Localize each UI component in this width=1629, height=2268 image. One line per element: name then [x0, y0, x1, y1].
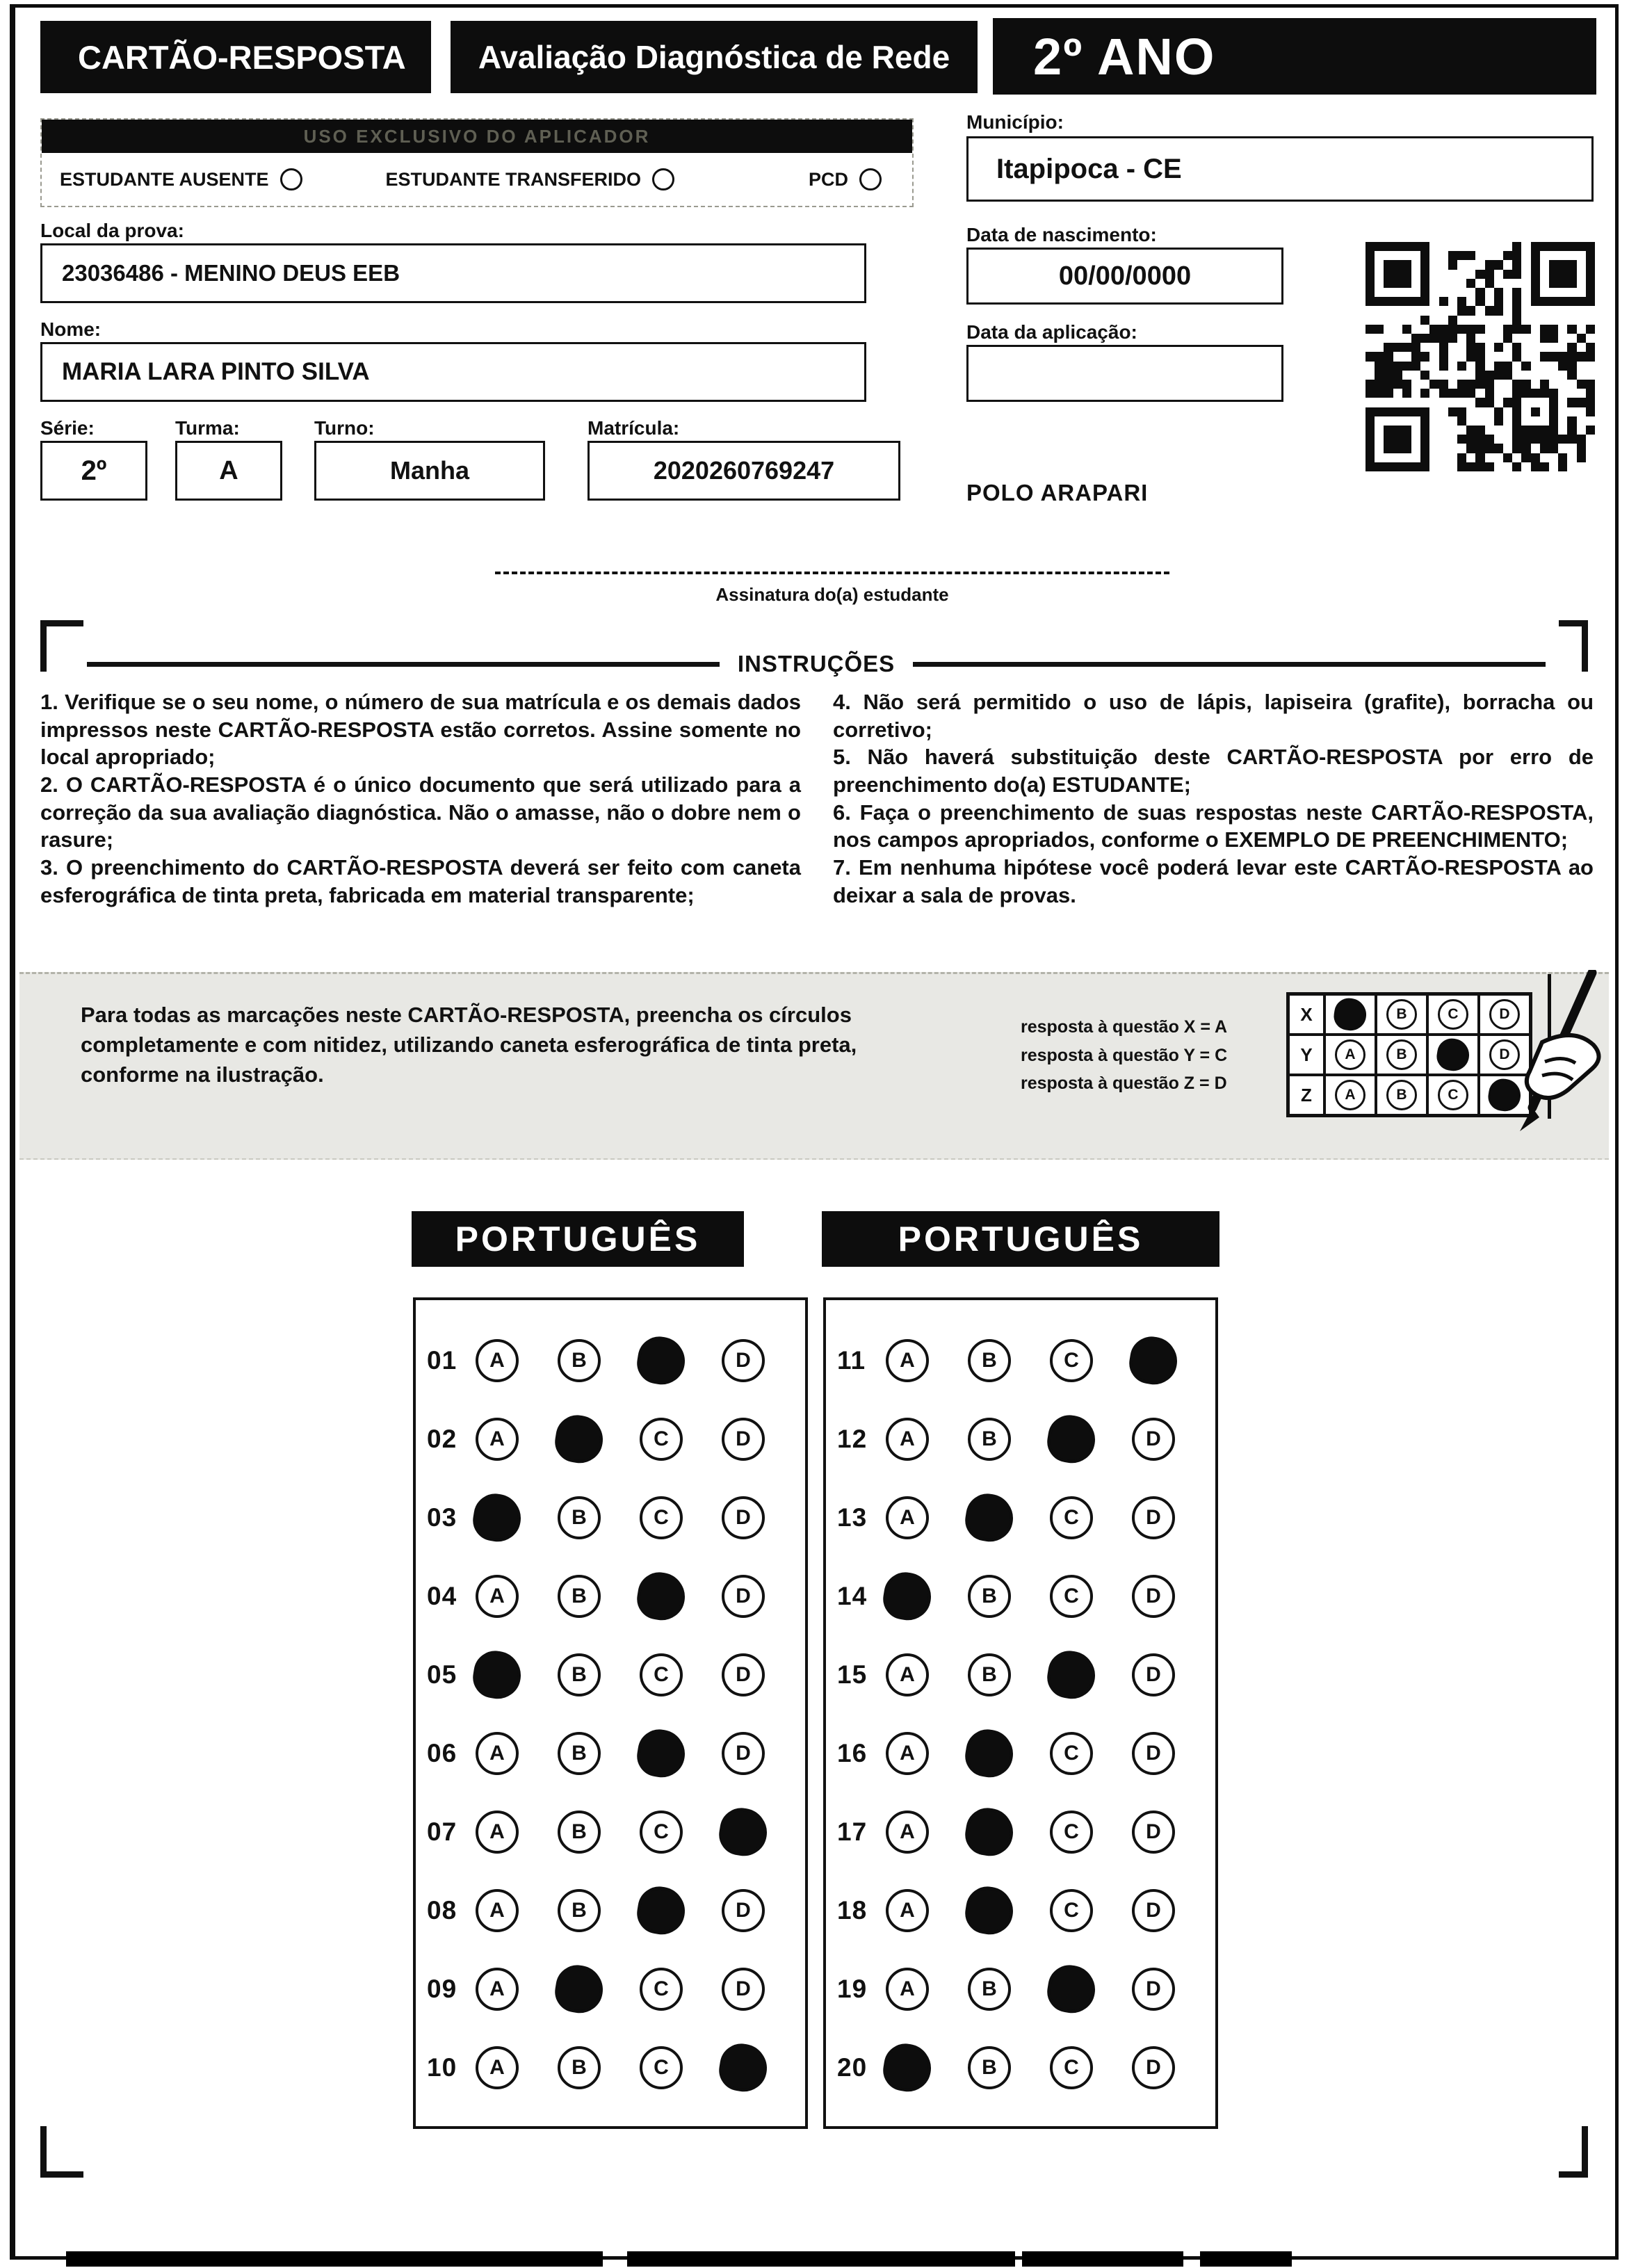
answer-bubble-c[interactable] [634, 1726, 688, 1780]
bubble-letter: C [654, 1977, 669, 2000]
bubble-letter: A [489, 1348, 505, 1372]
bubble-letter: C [1064, 1584, 1079, 1607]
answer-bubble-d[interactable] [722, 1889, 765, 1932]
example-cell [1376, 1035, 1427, 1075]
bubble-letter: B [982, 1348, 997, 1372]
question-number: 01 [427, 1345, 457, 1375]
bubble-letter: C [1064, 1820, 1079, 1843]
bubble-letter: A [900, 1505, 915, 1529]
subject-header-portugues-left: PORTUGUÊS [412, 1211, 744, 1267]
bubble-letter: D [1146, 1505, 1161, 1529]
answer-bubble-c[interactable] [640, 1811, 683, 1854]
answer-bubble-b[interactable] [968, 2046, 1011, 2089]
answer-bubble-b[interactable] [968, 1418, 1011, 1461]
answer-bubble-a[interactable] [476, 1339, 519, 1382]
bubble-letter: A [489, 1427, 505, 1450]
bubble-letter: C [654, 2055, 669, 2079]
example-row-label: Y [1288, 1035, 1324, 1075]
example-cell [1376, 1075, 1427, 1115]
answer-bubble-d[interactable] [722, 1496, 765, 1539]
question-number: 10 [427, 2052, 457, 2082]
answer-block-right [823, 1297, 1218, 2129]
bubble-letter: D [736, 1427, 751, 1450]
bubble-letter: D [736, 1348, 751, 1372]
answer-bubble-a[interactable] [1335, 1080, 1365, 1110]
qr-code [1363, 239, 1598, 474]
question-number: 12 [837, 1424, 868, 1453]
instructions-left [40, 688, 801, 909]
answer-bubble-a[interactable] [886, 1968, 929, 2011]
question-number: 20 [837, 2052, 868, 2082]
hand-pen-illustration [1473, 970, 1612, 1144]
bubble-letter: A [900, 1662, 915, 1686]
answer-bubble-a[interactable] [886, 1339, 929, 1382]
question-number: 09 [427, 1974, 457, 2003]
data-nascimento-value: 00/00/0000 [966, 248, 1283, 305]
question-number: 17 [837, 1817, 868, 1846]
question-number: 15 [837, 1660, 868, 1689]
answer-bubble-a[interactable] [470, 1647, 524, 1701]
answer-bubble-d[interactable] [1132, 1496, 1175, 1539]
instructions-right [833, 688, 1594, 909]
bubble-letter: C [1448, 1087, 1459, 1103]
crop-corner-bottom-right [1559, 2126, 1588, 2178]
question-row [416, 1635, 805, 1714]
estudante-transferido-circle[interactable] [652, 168, 674, 191]
question-number: 19 [837, 1974, 868, 2003]
bubble-letter: C [1064, 1505, 1079, 1529]
answer-bubble-c[interactable] [1050, 1732, 1093, 1775]
estudante-ausente-circle[interactable] [280, 168, 302, 191]
bubble-letter: B [982, 1662, 997, 1686]
answer-bubble-d[interactable] [722, 1575, 765, 1618]
answer-bubble-d[interactable] [1132, 1575, 1175, 1618]
answer-bubble-c[interactable] [640, 1653, 683, 1696]
aplicador-section [40, 118, 914, 207]
answer-bubble-a[interactable] [476, 2046, 519, 2089]
example-cell [1427, 1075, 1479, 1115]
example-cell [1376, 994, 1427, 1035]
answer-bubble-b[interactable] [962, 1726, 1016, 1780]
bubble-letter: D [1499, 1046, 1510, 1062]
question-number: 06 [427, 1738, 457, 1767]
turno-value: Manha [314, 441, 545, 501]
answer-bubble-a[interactable] [470, 1490, 524, 1544]
crop-corner-bottom-left [40, 2126, 83, 2178]
bubble-letter: D [736, 1898, 751, 1922]
answer-bubble-c[interactable] [640, 1496, 683, 1539]
answer-bubble-d[interactable] [1132, 1653, 1175, 1696]
answer-bubble-b[interactable] [558, 1732, 601, 1775]
bubble-letter: A [489, 1820, 505, 1843]
bubble-letter: D [736, 1741, 751, 1765]
question-number: 02 [427, 1424, 457, 1453]
question-number: 03 [427, 1502, 457, 1532]
answer-bubble-d[interactable] [722, 1732, 765, 1775]
bubble-letter: D [1146, 2055, 1161, 2079]
municipio-label: Município: [966, 111, 1064, 133]
example-cell [1324, 1075, 1376, 1115]
scan-artifact [1200, 2251, 1292, 2267]
aplicador-bar-label: USO EXCLUSIVO DO APLICADOR [303, 125, 651, 147]
bubble-letter: A [489, 2055, 505, 2079]
example-answer-line: resposta à questão Z = D [1021, 1074, 1227, 1093]
crop-corner-top-left [40, 620, 83, 672]
answer-bubble-d[interactable] [1132, 1889, 1175, 1932]
example-cell [1324, 994, 1376, 1035]
answer-bubble-a[interactable] [886, 1811, 929, 1854]
scan-artifact [627, 2251, 1015, 2267]
answer-bubble-a[interactable] [886, 1653, 929, 1696]
serie-label: Série: [40, 417, 95, 439]
question-row [416, 2028, 805, 2107]
polo-label: POLO ARAPARI [966, 480, 1149, 505]
answer-bubble-c[interactable] [1050, 1889, 1093, 1932]
answer-bubble-a[interactable] [476, 1418, 519, 1461]
bubble-letter: A [1345, 1046, 1356, 1062]
example-row-label: Z [1288, 1075, 1324, 1115]
answer-bubble-a[interactable] [886, 1889, 929, 1932]
example-cell [1427, 1035, 1479, 1075]
bubble-letter: A [900, 1898, 915, 1922]
answer-bubble-d[interactable] [722, 1968, 765, 2011]
question-row [826, 1871, 1215, 1950]
answer-bubble-c[interactable] [1044, 1411, 1099, 1466]
answer-bubble-b[interactable] [1386, 1080, 1417, 1110]
instruction-item: 4. Não será permitido o uso de lápis, lapiseira (grafite), borracha ou corretivo; [833, 690, 1594, 742]
answer-bubble-c[interactable] [640, 1418, 683, 1461]
question-row [826, 1714, 1215, 1792]
bubble-letter: B [1396, 1087, 1407, 1103]
answer-bubble-b[interactable] [558, 1889, 601, 1932]
example-answer-line: resposta à questão X = A [1021, 1017, 1228, 1037]
bubble-letter: C [1064, 1898, 1079, 1922]
question-number: 13 [837, 1502, 868, 1532]
answer-bubble-b[interactable] [968, 1653, 1011, 1696]
bubble-letter: A [900, 1820, 915, 1843]
question-number: 16 [837, 1738, 868, 1767]
answer-bubble-d[interactable] [722, 1339, 765, 1382]
bubble-letter: B [572, 1584, 587, 1607]
answer-bubble-d[interactable] [1132, 1732, 1175, 1775]
answer-bubble-b[interactable] [962, 1804, 1016, 1858]
bubble-letter: B [982, 1584, 997, 1607]
instruction-item: 3. O preenchimento do CARTÃO-RESPOSTA deverá ser feito com caneta esferográfica de tinta preta, fabricada em material transparente; [40, 855, 801, 907]
bubble-letter: D [1146, 1977, 1161, 2000]
question-number: 08 [427, 1895, 457, 1925]
bubble-letter: D [1499, 1006, 1510, 1022]
bubble-letter: C [1064, 2055, 1079, 2079]
instructions-columns [40, 688, 1594, 909]
example-cell [1427, 994, 1479, 1035]
instruction-item: 6. Faça o preenchimento de suas respostas neste CARTÃO-RESPOSTA, nos campos apropriados, conforme o EXEMPLO DE PREENCHIMENTO; [833, 800, 1594, 852]
bubble-letter: A [900, 1427, 915, 1450]
answer-bubble-d[interactable] [716, 2040, 770, 2094]
answer-bubble-d[interactable] [716, 1804, 770, 1858]
answer-bubble-a[interactable] [886, 1418, 929, 1461]
bubble-letter: A [900, 1741, 915, 1765]
bubble-letter: D [736, 1584, 751, 1607]
turno-label: Turno: [314, 417, 375, 439]
example-answer-key [1021, 1013, 1227, 1098]
question-row [826, 1400, 1215, 1478]
estudante-transferido-label: ESTUDANTE TRANSFERIDO [385, 168, 642, 190]
bubble-letter: D [736, 1505, 751, 1529]
estudante-ausente-option [60, 168, 302, 191]
answer-bubble-b[interactable] [968, 1575, 1011, 1618]
turma-label: Turma: [175, 417, 240, 439]
bubble-letter: B [572, 2055, 587, 2079]
bubble-letter: D [1146, 1584, 1161, 1607]
pcd-circle[interactable] [859, 168, 882, 191]
bubble-letter: A [489, 1741, 505, 1765]
local-prova-label: Local da prova: [40, 220, 184, 241]
bubble-letter: C [1448, 1006, 1459, 1022]
answer-bubble-b[interactable] [962, 1883, 1016, 1937]
question-row [416, 1871, 805, 1950]
question-row [826, 1950, 1215, 2028]
bubble-letter: C [654, 1820, 669, 1843]
answer-bubble-a[interactable] [476, 1889, 519, 1932]
bubble-letter: B [572, 1505, 587, 1529]
bubble-letter: B [1396, 1006, 1407, 1022]
rule-right [913, 662, 1546, 667]
bubble-letter: D [1146, 1820, 1161, 1843]
answer-bubble-c[interactable] [640, 1968, 683, 2011]
answer-bubble-c[interactable] [640, 2046, 683, 2089]
bubble-letter: D [736, 1977, 751, 2000]
matricula-value: 2020260769247 [587, 441, 900, 501]
instruction-item: 7. Em nenhuma hipótese você poderá levar este CARTÃO-RESPOSTA ao deixar a sala de provas. [833, 855, 1594, 907]
answer-bubble-a[interactable] [880, 1569, 934, 1623]
bubble-letter: C [654, 1427, 669, 1450]
answer-bubble-c[interactable] [1050, 1496, 1093, 1539]
answer-bubble-b[interactable] [558, 1496, 601, 1539]
answer-bubble-b[interactable] [968, 1339, 1011, 1382]
answer-bubble-c[interactable] [1050, 1339, 1093, 1382]
bubble-letter: A [489, 1584, 505, 1607]
instruction-item: 5. Não haverá substituição deste CARTÃO-RESPOSTA por erro de preenchimento do(a) ESTUDANTE; [833, 745, 1594, 797]
bubble-letter: A [900, 1348, 915, 1372]
answer-bubble-b[interactable] [558, 1811, 601, 1854]
bubble-letter: A [900, 1977, 915, 2000]
answer-bubble-b[interactable] [558, 1575, 601, 1618]
example-band [19, 972, 1609, 1160]
answer-bubble-b[interactable] [962, 1490, 1016, 1544]
answer-bubble-a[interactable] [880, 2040, 934, 2094]
answer-bubble-a[interactable] [1335, 1039, 1365, 1070]
question-number: 05 [427, 1660, 457, 1689]
answer-bubble-c[interactable] [634, 1883, 688, 1937]
answer-bubble-b[interactable] [1386, 1039, 1417, 1070]
estudante-transferido-option [386, 168, 675, 191]
answer-bubble-c[interactable] [1438, 999, 1468, 1030]
example-cell [1324, 1035, 1376, 1075]
answer-bubble-b[interactable] [1386, 999, 1417, 1030]
bubble-letter: C [1064, 1348, 1079, 1372]
instructions-title: INSTRUÇÕES [737, 651, 895, 677]
question-row [826, 1792, 1215, 1871]
answer-bubble-d[interactable] [722, 1653, 765, 1696]
bubble-letter: A [489, 1977, 505, 2000]
answer-bubble-b[interactable] [552, 1961, 606, 2016]
bubble-letter: C [654, 1505, 669, 1529]
answer-bubble-c[interactable] [634, 1333, 688, 1387]
bubble-letter: D [1146, 1662, 1161, 1686]
answer-bubble-c[interactable] [634, 1569, 688, 1623]
bubble-letter: D [1146, 1898, 1161, 1922]
scan-artifact [66, 2251, 603, 2267]
question-row [416, 1714, 805, 1792]
answer-bubble-a[interactable] [476, 1968, 519, 2011]
bubble-letter: A [1345, 1087, 1356, 1103]
nome-label: Nome: [40, 318, 102, 340]
matricula-label: Matrícula: [587, 417, 680, 439]
answer-bubble-a[interactable] [476, 1575, 519, 1618]
answer-block-left [413, 1297, 808, 2129]
question-number: 11 [837, 1345, 866, 1375]
bubble-letter: B [572, 1348, 587, 1372]
answer-bubble-c[interactable] [1050, 2046, 1093, 2089]
answer-bubble-c[interactable] [1438, 1080, 1468, 1110]
question-number: 07 [427, 1817, 457, 1846]
bubble-letter: B [572, 1898, 587, 1922]
data-aplicacao-label: Data da aplicação: [966, 321, 1137, 343]
subject-header-portugues-right: PORTUGUÊS [822, 1211, 1219, 1267]
question-row [826, 2028, 1215, 2107]
answer-bubble-d[interactable] [1126, 1333, 1181, 1387]
assessment-title: Avaliação Diagnóstica de Rede [451, 21, 978, 93]
aplicador-bar [42, 120, 912, 153]
instructions-header [87, 651, 1546, 677]
bubble-letter: A [489, 1898, 505, 1922]
nome-value: MARIA LARA PINTO SILVA [40, 342, 866, 402]
bubble-letter: B [982, 1977, 997, 2000]
instruction-item: 1. Verifique se o seu nome, o número de sua matrícula e os demais dados impressos neste CARTÃO-RESPOSTA estão corretos. Assine somente no local apropriado; [40, 690, 801, 770]
signature-label: Assinatura do(a) estudante [715, 584, 949, 605]
grade-label: 2º ANO [993, 18, 1596, 95]
data-aplicacao-value[interactable] [966, 345, 1283, 402]
serie-value: 2º [40, 441, 147, 501]
question-row [416, 1400, 805, 1478]
answer-bubble-c[interactable] [1044, 1647, 1099, 1701]
answer-bubble-b[interactable] [558, 1339, 601, 1382]
answer-bubble-a[interactable] [476, 1732, 519, 1775]
example-text: Para todas as marcações neste CARTÃO-RESPOSTA, preencha os círculos completamente e com nitidez, utilizando caneta esferográfica de tinta preta, conforme na ilustração. [81, 1003, 857, 1087]
bubble-letter: B [1396, 1046, 1407, 1062]
question-row [826, 1557, 1215, 1635]
answer-bubble-c[interactable] [1435, 1037, 1472, 1074]
answer-bubble-c[interactable] [1044, 1961, 1099, 2016]
question-row [416, 1321, 805, 1400]
pcd-label: PCD [808, 168, 848, 190]
bubble-letter: B [572, 1741, 587, 1765]
answer-bubble-d[interactable] [1132, 1968, 1175, 2011]
question-row [826, 1321, 1215, 1400]
pcd-option [809, 168, 882, 191]
bubble-letter: B [982, 1427, 997, 1450]
question-number: 18 [837, 1895, 868, 1925]
answer-bubble-b[interactable] [558, 1653, 601, 1696]
bubble-letter: B [572, 1662, 587, 1686]
answer-bubble-b[interactable] [968, 1968, 1011, 2011]
question-row [826, 1478, 1215, 1557]
bubble-letter: C [1064, 1741, 1079, 1765]
bubble-letter: B [982, 2055, 997, 2079]
answer-bubble-a[interactable] [1332, 996, 1369, 1033]
scan-artifact [1022, 2251, 1183, 2267]
page-title: CARTÃO-RESPOSTA [40, 21, 431, 93]
bubble-letter: D [1146, 1427, 1161, 1450]
example-answer-line: resposta à questão Y = C [1021, 1045, 1228, 1065]
bubble-letter: C [654, 1662, 669, 1686]
municipio-value: Itapipoca - CE [966, 136, 1594, 202]
bubble-letter: B [572, 1820, 587, 1843]
answer-bubble-b[interactable] [558, 2046, 601, 2089]
answer-bubble-d[interactable] [1132, 2046, 1175, 2089]
aplicador-checkbox-row [42, 153, 912, 206]
example-row-label: X [1288, 994, 1324, 1035]
answer-bubble-a[interactable] [886, 1732, 929, 1775]
bubble-letter: D [736, 1662, 751, 1686]
answer-bubble-d[interactable] [1132, 1418, 1175, 1461]
local-prova-value: 23036486 - MENINO DEUS EEB [40, 243, 866, 303]
data-nascimento-label: Data de nascimento: [966, 224, 1157, 245]
answer-bubble-a[interactable] [476, 1811, 519, 1854]
answer-bubble-a[interactable] [886, 1496, 929, 1539]
estudante-ausente-label: ESTUDANTE AUSENTE [60, 168, 269, 190]
question-row [416, 1792, 805, 1871]
crop-corner-top-right [1559, 620, 1588, 672]
answer-bubble-c[interactable] [1050, 1575, 1093, 1618]
question-row [416, 1950, 805, 2028]
answer-bubble-c[interactable] [1050, 1811, 1093, 1854]
question-row [416, 1478, 805, 1557]
answer-bubble-b[interactable] [552, 1411, 606, 1466]
question-number: 04 [427, 1581, 457, 1610]
question-number: 14 [837, 1581, 868, 1610]
bubble-letter: D [1146, 1741, 1161, 1765]
instruction-item: 2. O CARTÃO-RESPOSTA é o único documento que será utilizado para a correção da sua avaliação diagnóstica. Não o amasse, não o dobre nem o rasure; [40, 772, 801, 852]
answer-bubble-d[interactable] [1132, 1811, 1175, 1854]
signature-line[interactable] [495, 572, 1169, 574]
turma-value: A [175, 441, 282, 501]
question-row [416, 1557, 805, 1635]
question-row [826, 1635, 1215, 1714]
answer-bubble-d[interactable] [722, 1418, 765, 1461]
rule-left [87, 662, 720, 667]
